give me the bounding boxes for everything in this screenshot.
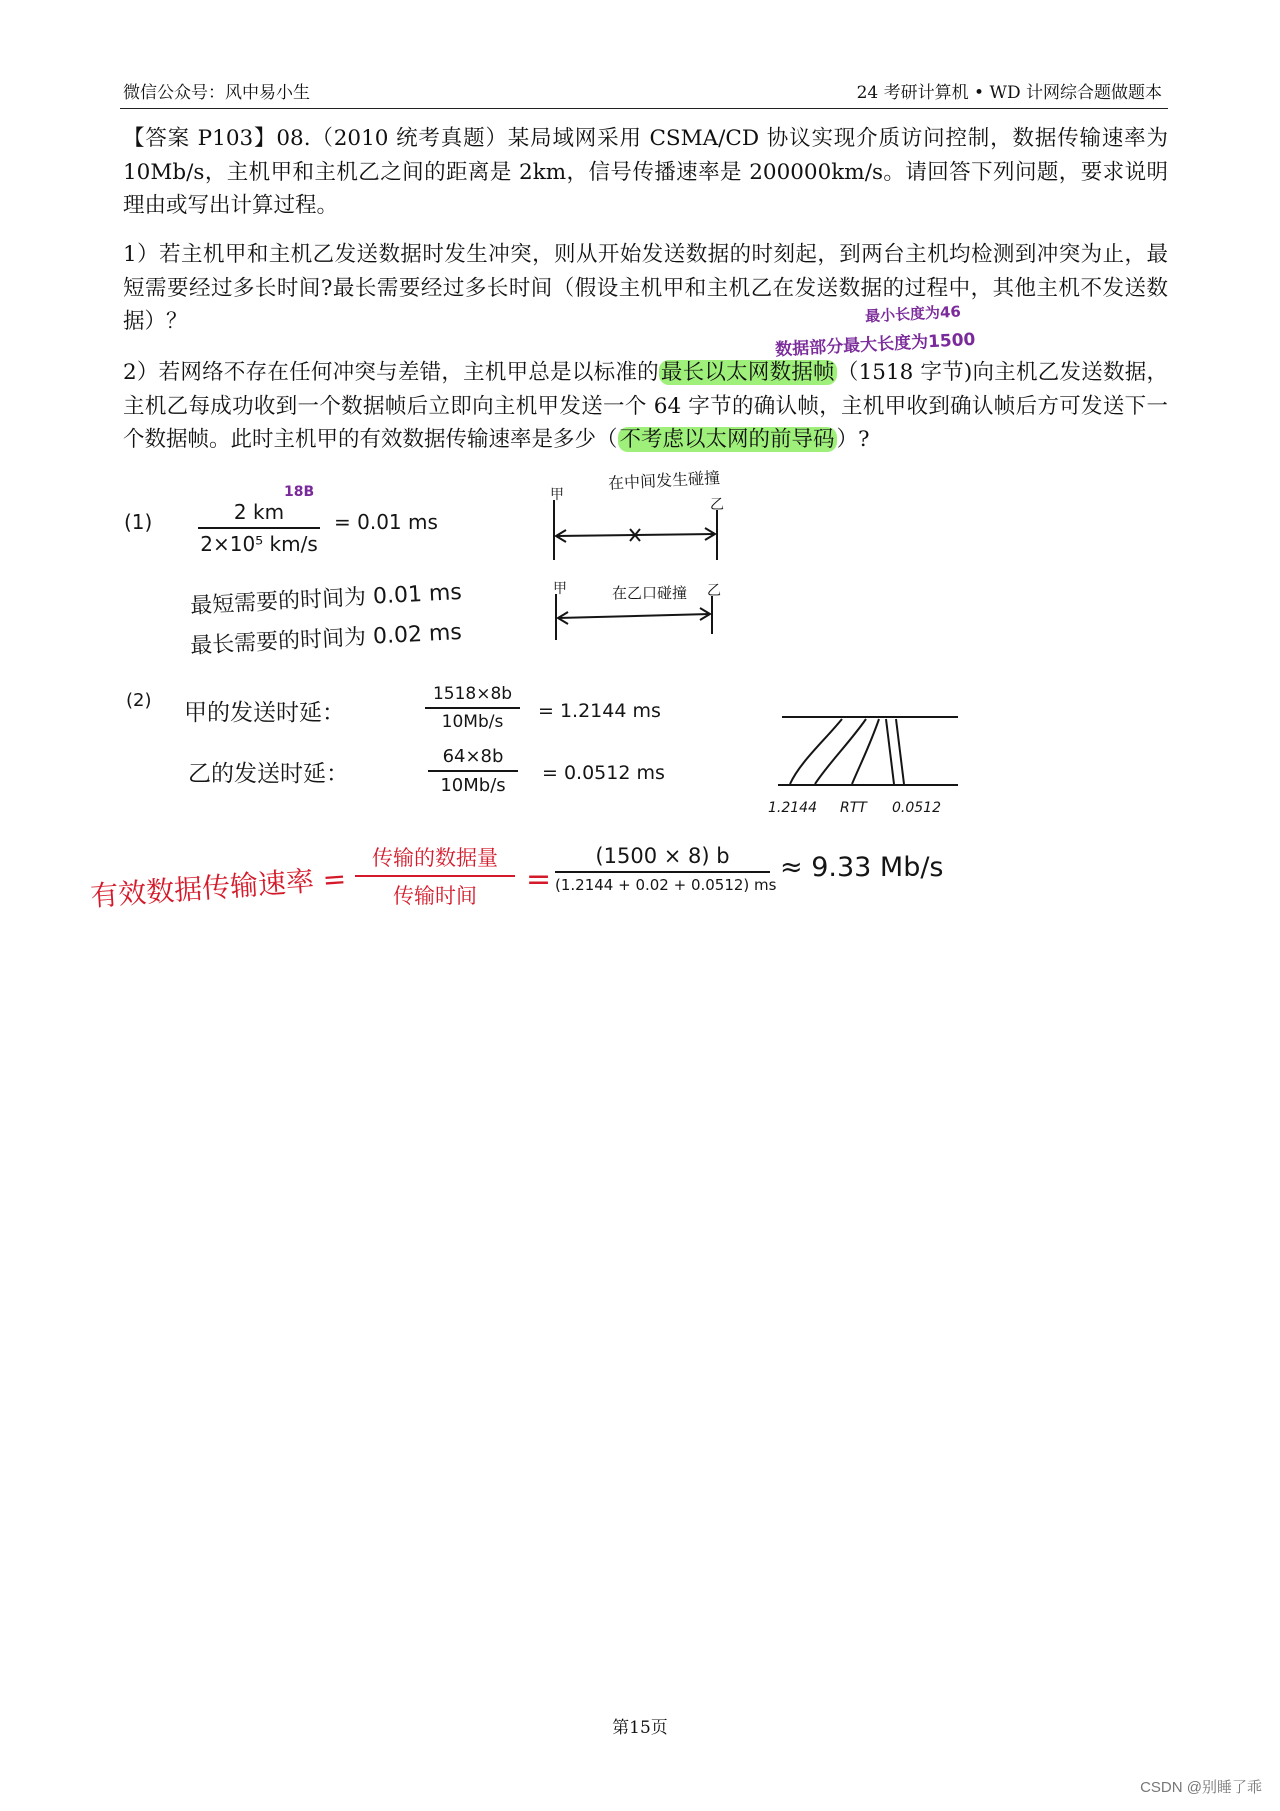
answer2-b-label: 乙的发送时延： — [188, 761, 349, 787]
diagram2-lines — [556, 594, 712, 640]
watermark: CSDN @别睡了乖 — [1140, 1779, 1262, 1796]
diagram1-lines — [554, 500, 717, 560]
answer2-a-denominator: 10Mb/s — [441, 712, 504, 732]
timeline-label-send-b: 0.0512 — [892, 800, 941, 816]
annotation-min-length: 最小长度为46 — [864, 302, 962, 326]
answer2-b-result: = 0.0512 ms — [542, 762, 665, 784]
diagram2-title: 在乙口碰撞 — [612, 584, 688, 602]
final-words-numerator: 传输的数据量 — [372, 846, 498, 870]
diagram2-host-a: 甲 — [553, 581, 567, 597]
q2-text-b: （1518 字节)向主机乙发送数据，主机乙每成功收到一个数据帧后立即向主机甲发送一个 64 字节的确认帧，主机甲收到确认帧后方可发送下一个数据帧。此时主机甲的有效数据传输速率是多少（ — [123, 360, 1168, 452]
final-equals: = — [526, 862, 552, 897]
diagram2-host-b: 乙 — [707, 583, 721, 599]
answer2-a-label: 甲的发送时延： — [184, 700, 345, 726]
q2-text-c: ）? — [836, 427, 870, 452]
answer2-label: (2) — [126, 690, 152, 711]
diagram1-host-b: 乙 — [710, 497, 724, 513]
timeline-label-send-a: 1.2144 — [768, 800, 817, 816]
final-words-denominator: 传输时间 — [393, 884, 477, 908]
answer1-label: (1) — [124, 510, 153, 534]
final-result: ≈ 9.33 Mb/s — [780, 852, 944, 883]
answer1-result: = 0.01 ms — [334, 510, 438, 534]
final-values-denominator: (1.2144 + 0.02 + 0.0512) ms — [555, 876, 777, 894]
answer1-longest: 最长需要的时间为 0.02 ms — [189, 619, 463, 660]
annotation-data-max: 数据部分最大长度为1500 — [774, 329, 976, 361]
final-label: 有效数据传输速率 = — [89, 862, 348, 913]
q2-text-a: 2）若网络不存在任何冲突与差错，主机甲总是以标准的 — [123, 360, 659, 385]
answer1-numerator: 2 km — [233, 500, 285, 524]
answer1-shortest: 最短需要的时间为 0.01 ms — [189, 579, 463, 620]
final-values-numerator: (1500 × 8) b — [595, 844, 730, 868]
header-left: 微信公众号：风中易小生 — [123, 83, 310, 103]
diagram1-host-a: 甲 — [550, 487, 564, 503]
question-intro: 【答案 P103】08.（2010 统考真题）某局域网采用 CSMA/CD 协议实现介质访问控制，数据传输速率为 10Mb/s，主机甲和主机乙之间的距离是 2km，信号传播速率是 200000km/s。请回答下列问题，要求说明理由或写出计算过程。 — [123, 126, 1168, 218]
highlight-max-frame: 最长以太网数据帧 — [660, 360, 835, 385]
diagram1-title: 在中间发生碰撞 — [607, 468, 721, 493]
timeline-label-rtt: RTT — [840, 800, 867, 816]
highlight-no-preamble: 不考虑以太网的前导码 — [619, 427, 835, 452]
answer1-denominator: 2×10⁵ km/s — [200, 532, 318, 556]
header-right: 24 考研计算机 • WD 计网综合题做题本 — [856, 83, 1162, 103]
answer2-a-result: = 1.2144 ms — [538, 700, 661, 722]
page-number: 第15页 — [612, 1718, 668, 1738]
annotation-18b: 18B — [284, 484, 315, 500]
answer2-b-denominator: 10Mb/s — [440, 775, 506, 796]
question-part-1: 1）若主机甲和主机乙发送数据时发生冲突，则从开始发送数据的时刻起，到两台主机均检测到冲突为止，最短需要经过多长时间?最长需要经过多长时间（假设主机甲和主机乙在发送数据的过程中，其他主机不发送数据）？ — [123, 242, 1168, 334]
timeline-lines — [778, 717, 958, 785]
answer2-a-numerator: 1518×8b — [432, 684, 513, 704]
answer2-b-numerator: 64×8b — [442, 746, 504, 767]
